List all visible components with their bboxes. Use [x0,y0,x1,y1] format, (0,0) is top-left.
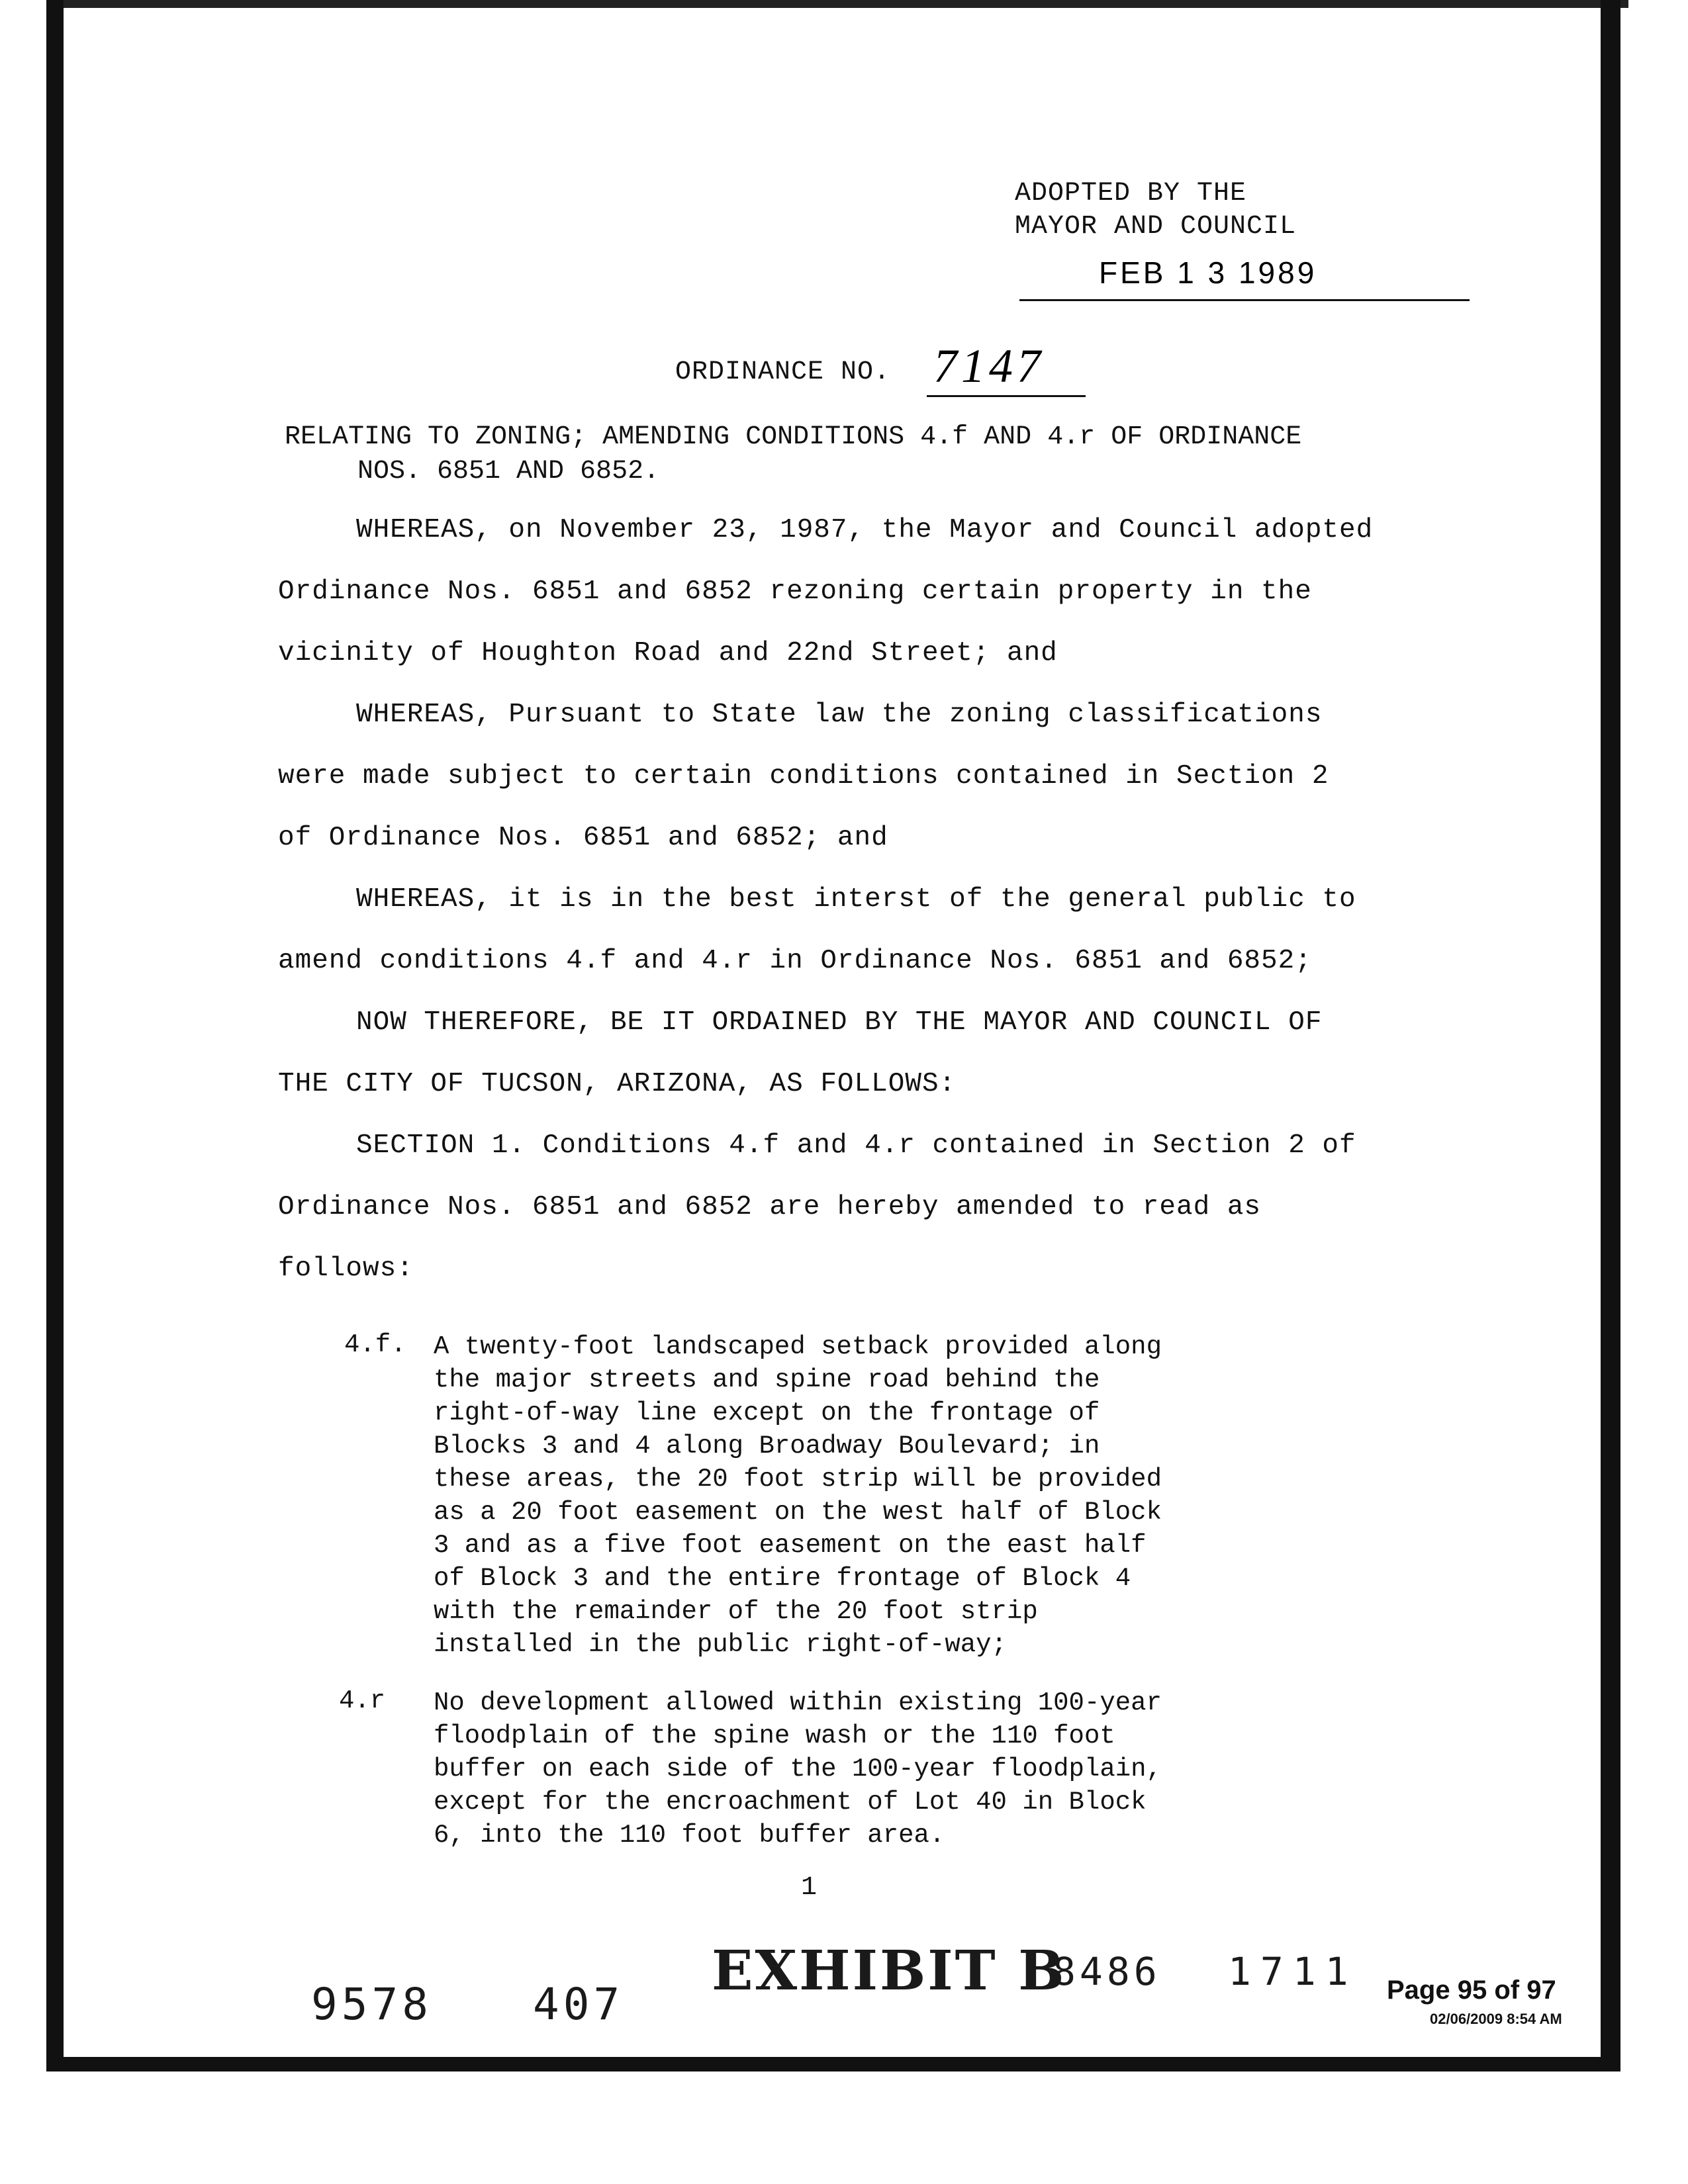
scan-border-right [1601,0,1620,2071]
condition-line: these areas, the 20 foot strip will be provided [434,1465,1162,1494]
subject-line-2: NOS. 6851 AND 6852. [357,457,660,486]
condition-line: installed in the public right-of-way; [434,1630,1007,1659]
page-timestamp: 02/06/2009 8:54 AM [1430,2011,1562,2027]
recording-stamp-left: 9578 [311,1979,432,2030]
condition-line: buffer on each side of the 100-year floodplain, [434,1754,1162,1784]
body-line: amend conditions 4.f and 4.r in Ordinance Nos. 6851 and 6852; [278,946,1312,976]
ordinance-number-rule [927,395,1086,397]
scan-border-bottom [46,2057,1620,2071]
adopted-stamp [1015,177,1296,244]
condition-line: with the remainder of the 20 foot strip [434,1597,1038,1626]
ordinance-label: ORDINANCE NO. [675,357,891,387]
condition-line: as a 20 foot easement on the west half of Block [434,1498,1162,1527]
body-line: WHEREAS, on November 23, 1987, the Mayor and Council adopted [356,515,1374,545]
condition-line: the major streets and spine road behind the [434,1365,1100,1394]
ordinance-number: 7147 [933,340,1045,392]
condition-text [434,1330,1162,1661]
body-line: of Ordinance Nos. 6851 and 6852; and [278,823,888,853]
condition-line: A twenty-foot landscaped setback provided along [434,1332,1162,1361]
exhibit-stamp: EXHIBIT B [712,1939,1066,2003]
condition-line: right-of-way line except on the frontage of [434,1398,1100,1428]
adopted-date-rule [1019,299,1470,301]
scan-border-top [46,0,1628,8]
body-line: Ordinance Nos. 6851 and 6852 are hereby amended to read as [278,1192,1262,1222]
condition-line: except for the encroachment of Lot 40 in Block [434,1788,1147,1817]
condition-number: 4.f. [344,1330,406,1359]
body-line: WHEREAS, it is in the best interst of the general public to [356,884,1356,915]
scan-border-left [46,0,64,2071]
body-line: were made subject to certain conditions contained in Section 2 [278,761,1329,792]
condition-line: No development allowed within existing 100-year [434,1688,1162,1717]
subject-line-1: RELATING TO ZONING; AMENDING CONDITIONS 4.f AND 4.r OF ORDINANCE [285,422,1302,452]
body-line: SECTION 1. Conditions 4.f and 4.r contained in Section 2 of [356,1130,1356,1161]
page-info: Page 95 of 97 [1387,1976,1556,2005]
body-line: follows: [278,1253,414,1284]
condition-line: floodplain of the spine wash or the 110 foot [434,1721,1115,1751]
body-line: WHEREAS, Pursuant to State law the zoning classifications [356,700,1323,730]
body-line: NOW THEREFORE, BE IT ORDAINED BY THE MAYOR AND COUNCIL OF [356,1007,1323,1038]
condition-text [434,1686,1162,1852]
recording-stamp-right: 8486 [1053,1949,1161,1994]
condition-line: 3 and as a five foot easement on the east half [434,1531,1147,1560]
condition-line: of Block 3 and the entire frontage of Block 4 [434,1564,1131,1593]
recording-stamp-left-2: 407 [533,1979,624,2030]
condition-number: 4.r [339,1686,386,1715]
recording-stamp-right-2: 1711 [1228,1949,1358,1994]
ordinance-subject [285,420,1489,489]
adopted-date: FEB 1 3 1989 [1099,255,1317,290]
body-line: THE CITY OF TUCSON, ARIZONA, AS FOLLOWS: [278,1069,957,1099]
condition-line: Blocks 3 and 4 along Broadway Boulevard; in [434,1432,1100,1461]
adopted-line-1: ADOPTED BY THE [1015,179,1247,208]
adopted-line-2: MAYOR AND COUNCIL [1015,212,1297,242]
body-line: Ordinance Nos. 6851 and 6852 rezoning certain property in the [278,576,1312,607]
condition-line: 6, into the 110 foot buffer area. [434,1821,945,1850]
page-number: 1 [801,1873,818,1903]
body-line: vicinity of Houghton Road and 22nd Street; and [278,638,1058,668]
